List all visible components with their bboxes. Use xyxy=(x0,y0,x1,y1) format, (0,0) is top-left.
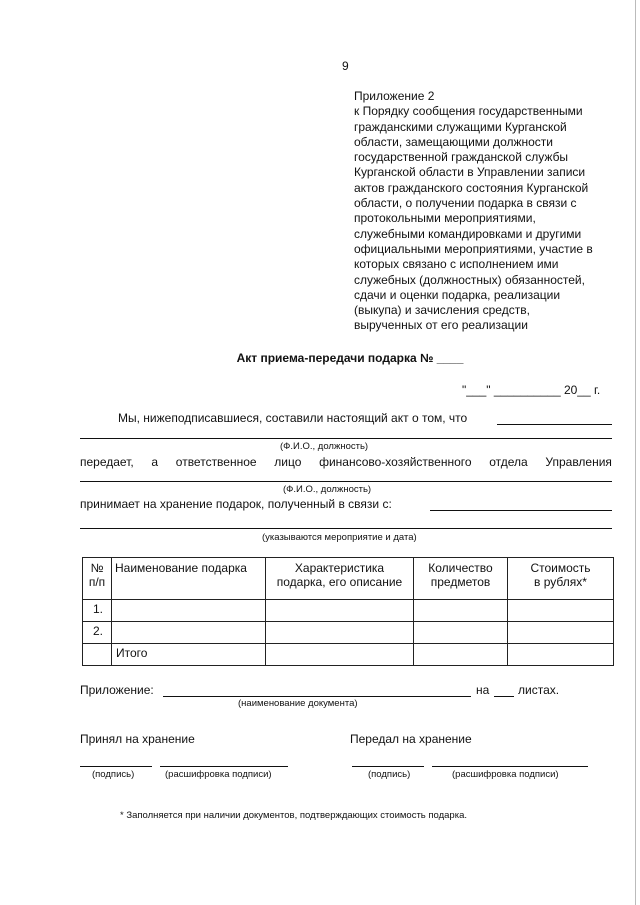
row-number: 1. xyxy=(83,600,112,622)
header-gift-name-label: Наименование подарка xyxy=(115,561,247,575)
total-cost[interactable] xyxy=(508,644,614,666)
transferred-title: Передал на хранение xyxy=(350,732,472,746)
attachment-caption: (наименование документа) xyxy=(238,698,358,709)
header-description-label: Характеристика подарка, его описание xyxy=(276,561,403,589)
appendix-block xyxy=(354,89,618,334)
page-number: 9 xyxy=(342,59,349,73)
total-label: Итого xyxy=(112,644,266,666)
cell-description[interactable] xyxy=(266,622,414,644)
total-quantity[interactable] xyxy=(414,644,508,666)
header-quantity-label: Количество предметов xyxy=(428,561,493,589)
cell-description[interactable] xyxy=(266,600,414,622)
accepts-text: принимает на хранение подарок, полученный в связи с: xyxy=(80,497,392,511)
attachment-fill-line[interactable] xyxy=(163,696,471,697)
table-row xyxy=(83,622,614,644)
receiver-fill-line xyxy=(80,481,612,482)
accepted-signature-caption: (подпись) xyxy=(92,769,135,780)
attachment-label: Приложение: xyxy=(80,683,154,697)
header-description xyxy=(266,558,414,600)
cell-quantity[interactable] xyxy=(414,622,508,644)
table-row xyxy=(83,600,614,622)
accepted-decode-caption: (расшифровка подписи) xyxy=(165,769,272,780)
transfer-word: Управления xyxy=(545,455,612,469)
event-fill-line-2 xyxy=(80,528,612,529)
gifts-table xyxy=(82,557,614,666)
giver-fill-line xyxy=(80,438,612,439)
caption-fio-giver: (Ф.И.О., должность) xyxy=(280,441,369,452)
accepted-signature-line[interactable] xyxy=(80,766,152,767)
sheets-count-line[interactable] xyxy=(494,696,514,697)
intro-text: Мы, нижеподписавшиеся, составили настоящий акт о том, что xyxy=(118,411,468,425)
cell-quantity[interactable] xyxy=(414,600,508,622)
transfer-line xyxy=(80,455,612,469)
date-line: "___" __________ 20__ г. xyxy=(462,383,601,397)
total-description xyxy=(266,644,414,666)
cell-cost[interactable] xyxy=(508,600,614,622)
accepted-decode-line[interactable] xyxy=(160,766,288,767)
row-number: 2. xyxy=(83,622,112,644)
caption-event: (указываются мероприятие и дата) xyxy=(262,532,417,543)
footnote: * Заполняется при наличии документов, подтверждающих стоимость подарка. xyxy=(120,810,468,821)
cell-gift-name[interactable] xyxy=(112,622,266,644)
document-title: Акт приема-передачи подарка № ____ xyxy=(236,351,464,365)
attachment-sheets: листах. xyxy=(518,683,560,697)
event-fill-line xyxy=(430,510,612,511)
accepted-title: Принял на хранение xyxy=(80,732,195,746)
transfer-word: финансово-хозяйственного xyxy=(319,455,472,469)
total-empty-cell xyxy=(83,644,112,666)
transferred-signature-line[interactable] xyxy=(352,766,424,767)
transfer-word: лицо xyxy=(274,455,302,469)
transfer-word: передает, xyxy=(80,455,134,469)
cell-gift-name[interactable] xyxy=(112,600,266,622)
header-gift-name xyxy=(112,558,266,600)
transferred-decode-caption: (расшифровка подписи) xyxy=(452,769,559,780)
header-quantity xyxy=(414,558,508,600)
page-edge xyxy=(635,0,636,905)
header-number xyxy=(83,558,112,600)
transferred-signature-caption: (подпись) xyxy=(368,769,411,780)
header-number-label: № п/п xyxy=(88,561,106,589)
transfer-word: отдела xyxy=(489,455,528,469)
attachment-on: на xyxy=(476,683,490,697)
header-cost-label: Стоимость в рублях* xyxy=(530,561,591,589)
table-total-row xyxy=(83,644,614,666)
caption-fio-receiver: (Ф.И.О., должность) xyxy=(283,484,372,495)
cell-cost[interactable] xyxy=(508,622,614,644)
table-header-row xyxy=(83,558,614,600)
appendix-body: к Порядку сообщения государственными гражданскими служащими Курганской области, замещающими должности государственной гражданской службы Курганской области в Управлении записи актов гражданского состояния Курганской области, о получении подарка в связи с протокольными мероприятиями, служебными командировками и другими официальными мероприятиями, участие в которых связано с исполнением ими служебных (должностных) обязанностей, сдачи и оценки подарка, реализации (выкупа) и зачисления средств, вырученных от его реализации xyxy=(354,104,593,333)
intro-fill-line xyxy=(497,424,612,425)
transferred-decode-line[interactable] xyxy=(432,766,588,767)
transfer-word: ответственное xyxy=(175,455,257,469)
header-cost xyxy=(508,558,614,600)
transfer-word: а xyxy=(151,455,159,469)
appendix-title: Приложение 2 xyxy=(354,89,435,103)
